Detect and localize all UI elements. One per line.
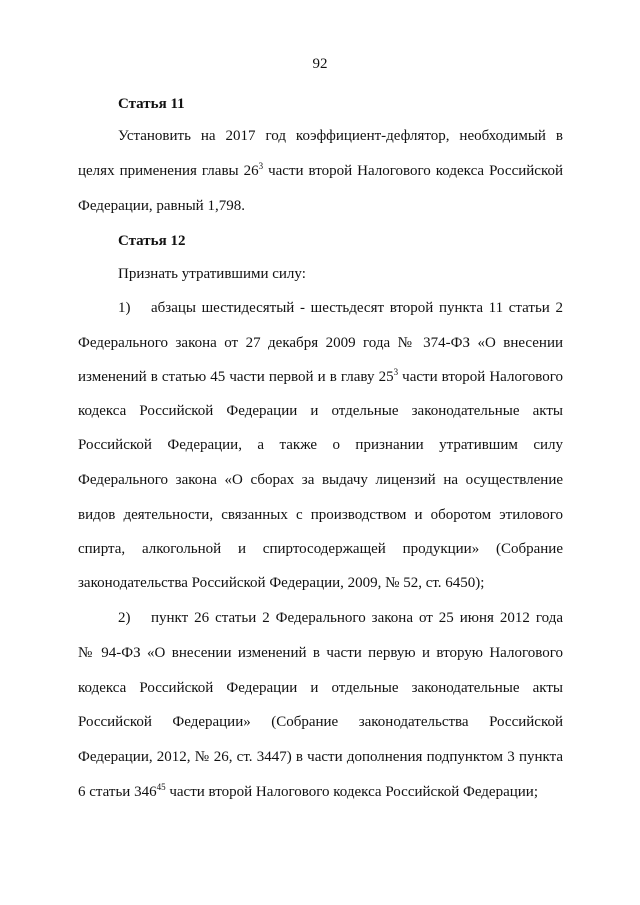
article-11-line-2: целях применения главы $26^3$ части второй Налогового кодекса Российской xyxy=(78,161,563,179)
item-1-line-2: Федерального закона от 27 декабря 2009 года № 374-ФЗ «О внесении xyxy=(78,335,563,351)
item-2-line-4: Российской Федерации» (Собрание законодательства Российской xyxy=(78,714,563,730)
item-2-line-3: кодекса Российской Федерации и отдельные законодательные акты xyxy=(78,680,563,696)
item-2-line-2: № 94-ФЗ «О внесении изменений в части первую и вторую Налогового xyxy=(78,645,563,661)
article-11-line-1: Установить на 2017 год коэффициент-дефлятор, необходимый в xyxy=(118,128,563,144)
page-number: 92 xyxy=(312,56,328,72)
article-12-intro: Признать утратившими силу: xyxy=(118,266,306,282)
item-1-line-6: Федерального закона «О сборах за выдачу лицензий на осуществление xyxy=(78,472,563,488)
item-1-line-9: законодательства Российской Федерации, 2009, № 52, ст. 6450); xyxy=(78,575,485,591)
item-1-line-5: Российской Федерации, а также о признании утратившим силу xyxy=(78,437,563,453)
article-11-line-3: Федерации, равный 1,798. xyxy=(78,198,245,214)
item-1-line-4: кодекса Российской Федерации и отдельные законодательные акты xyxy=(78,403,563,419)
item-1-line-7: видов деятельности, связанных с производством и оборотом этилового xyxy=(78,507,563,523)
item-1-line-3: изменений в статью 45 части первой и в главу $25^3$ части второй Налогового xyxy=(78,367,563,385)
item-2-number: 2) xyxy=(118,610,131,626)
item-1-line-8: спирта, алкогольной и спиртосодержащей продукции» (Собрание xyxy=(78,541,563,557)
item-2-line-5: Федерации, 2012, № 26, ст. 3447) в части дополнения подпунктом 3 пункта xyxy=(78,749,563,765)
item-2-line-6: 6 статьи $346^{45}$ части второй Налогового кодекса Российской Федерации; xyxy=(78,782,539,800)
article-12-heading: Статья 12 xyxy=(118,233,186,249)
item-1-line-1: 1) абзацы шестидесятый - шестьдесят второй пункта 11 статьи 2 xyxy=(118,297,563,319)
article-11-heading: Статья 11 xyxy=(118,96,185,112)
item-2-line-1: 2) пункт 26 статьи 2 Федерального закона от 25 июня 2012 года xyxy=(118,607,563,629)
item-1-number: 1) xyxy=(118,300,131,316)
